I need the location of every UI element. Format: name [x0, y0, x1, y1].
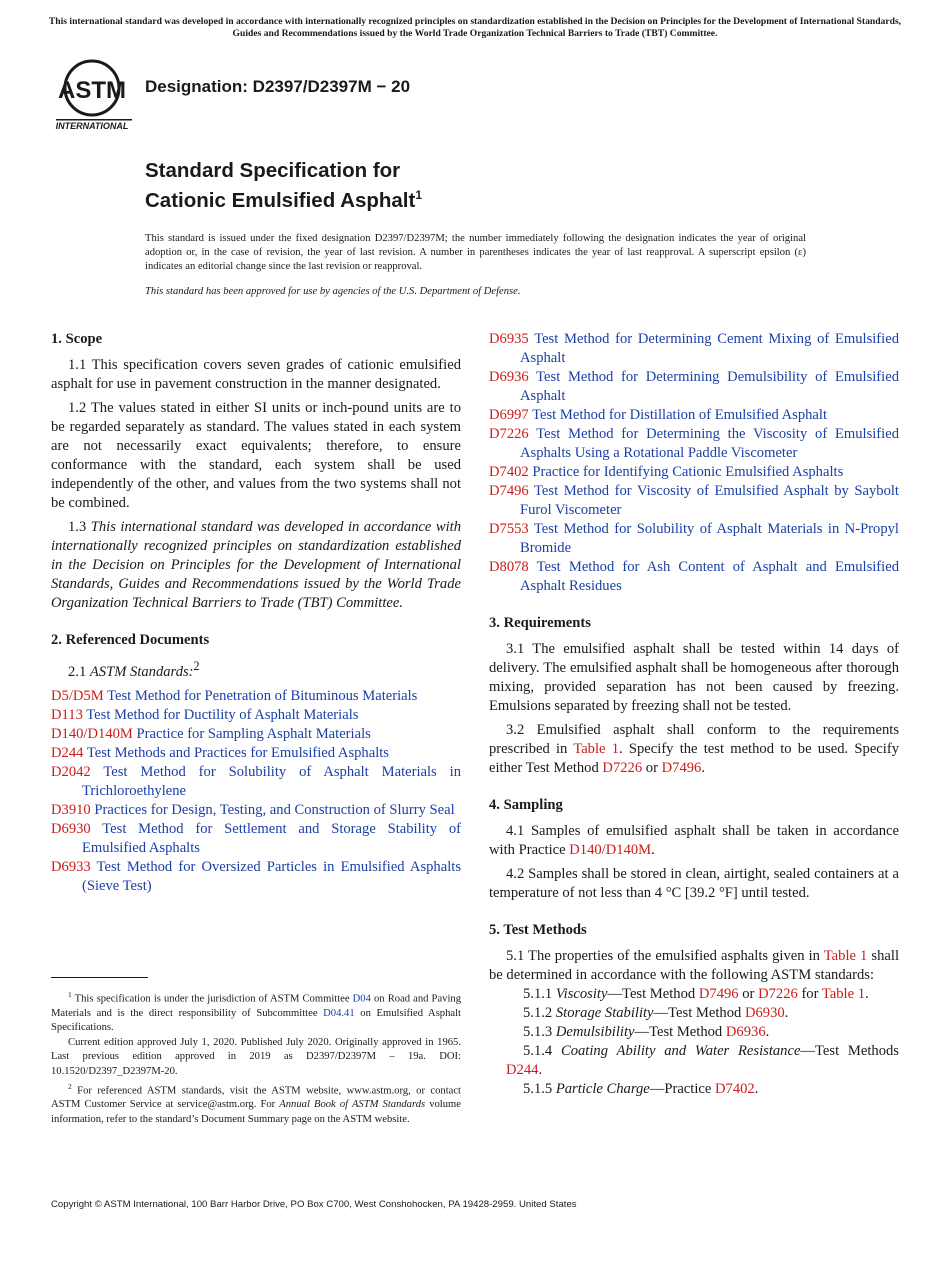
paragraph-2-1: 2.1 ASTM Standards:$^2$ [68, 659, 200, 680]
top-note: This international standard was developed in accordance with internationally recognized principles on standardization established in the Decision on Principles for the Development of International Standards, Guides and Recommendations issued by the World Trade Organization Technical Barriers to Trade (TBT) Committee. [48, 16, 902, 39]
reference-item [489, 406, 899, 425]
title-line-2: Cationic Emulsified Asphalt$^1$ [145, 188, 423, 212]
d7226-link[interactable]: D7226 [602, 760, 643, 776]
reference-code-link[interactable]: D6933 [51, 858, 91, 875]
reference-title-link[interactable]: Practices for Design, Testing, and Construction of Slurry Seal [94, 801, 455, 818]
standard-link[interactable]: D7496 [698, 986, 739, 1002]
reference-list-left [51, 687, 461, 896]
reference-item [51, 744, 461, 763]
reference-code-link[interactable]: D7553 [489, 521, 529, 537]
reference-code-link[interactable]: D3910 [51, 801, 91, 818]
reference-code-link[interactable]: D7402 [489, 464, 529, 480]
reference-title-link[interactable]: Test Method for Settlement and Storage Stability of Emulsified Asphalts [82, 820, 461, 856]
standard-link[interactable]: D7402 [715, 1081, 755, 1097]
footnote-ref-2[interactable]: 2 [193, 659, 200, 673]
subcommittee-d04-41-link[interactable]: D04.41 [323, 1007, 355, 1019]
astm-logo [52, 58, 136, 132]
reference-title-link[interactable]: Practice for Identifying Cationic Emulsified Asphalts [532, 464, 844, 480]
reference-title-link[interactable]: Test Method for Ductility of Asphalt Materials [86, 706, 359, 723]
svg-text:ASTM: ASTM [58, 77, 126, 104]
reference-code-link[interactable]: D6997 [489, 407, 529, 423]
standard-link[interactable]: D6936 [725, 1024, 766, 1040]
document-title [145, 158, 422, 213]
reference-title-link[interactable]: Test Method for Solubility of Asphalt Materials in Trichloroethylene [82, 763, 461, 799]
right-column [489, 330, 899, 1099]
reference-title-link[interactable]: Test Method for Viscosity of Emulsified Asphalt by Saybolt Furol Viscometer [520, 483, 899, 518]
test-method-item: 5.1.4 Coating Ability and Water Resistance—Test Methods D244. [506, 1043, 899, 1078]
reference-item [51, 763, 461, 801]
test-method-list [489, 985, 899, 1099]
reference-code-link[interactable]: D6936 [489, 369, 529, 385]
section-heading-test-methods: 5. Test Methods [489, 922, 587, 938]
test-method-item: 5.1.5 Particle Charge—Practice D7402. [523, 1081, 759, 1097]
reference-code-link[interactable]: D7496 [489, 483, 529, 499]
reference-item [51, 820, 461, 858]
section-heading-scope: 1. Scope [51, 331, 103, 347]
paragraph-3-2: 3.2 Emulsified asphalt shall conform to the requirements prescribed in Table 1. Specify the test method to be used. Specify either Test Method D7226 or D7496. [489, 722, 899, 776]
reference-item [489, 558, 899, 596]
reference-title-link[interactable]: Test Method for Penetration of Bituminous Materials [107, 687, 418, 704]
paragraph-4-2: 4.2 Samples shall be stored in clean, airtight, sealed containers at a temperature of not less than 4 °C [39.2 °F] until tested. [489, 866, 899, 901]
paragraph-1-1: 1.1 This specification covers seven grades of cationic emulsified asphalt for use in pavement construction in the manner designated. [51, 357, 461, 392]
standard-link[interactable]: D6930 [744, 1005, 785, 1021]
reference-list-right [489, 330, 899, 596]
reference-code-link[interactable]: D2042 [51, 763, 91, 780]
reference-item [489, 463, 899, 482]
reference-item [51, 687, 461, 706]
section-heading-requirements: 3. Requirements [489, 615, 591, 631]
reference-code-link[interactable]: D244 [51, 744, 84, 761]
test-method-item: 5.1.2 Storage Stability—Test Method D6930. [523, 1005, 789, 1021]
reference-code-link[interactable]: D8078 [489, 559, 529, 575]
reference-title-link[interactable]: Test Method for Oversized Particles in Emulsified Asphalts (Sieve Test) [82, 858, 461, 894]
paragraph-4-1: 4.1 Samples of emulsified asphalt shall be taken in accordance with Practice D140/D140M. [489, 823, 899, 858]
left-column [51, 330, 461, 896]
test-method-item: 5.1.1 Viscosity—Test Method D7496 or D7226 for Table 1. [523, 986, 869, 1002]
section-heading-sampling: 4. Sampling [489, 797, 563, 813]
reference-item [51, 706, 461, 725]
standard-link[interactable]: Table 1 [821, 986, 866, 1002]
footnote-ref-1[interactable]: 1 [415, 188, 423, 202]
reference-item [489, 425, 899, 463]
reference-title-link[interactable]: Test Method for Determining the Viscosity of Emulsified Asphalts Using a Rotational Paddle Viscometer [520, 426, 899, 461]
footnote-divider [51, 977, 148, 978]
reference-title-link[interactable]: Test Method for Ash Content of Asphalt and Emulsified Asphalt Residues [520, 559, 899, 594]
table-1-link[interactable]: Table 1 [823, 948, 868, 964]
copyright-line: Copyright © ASTM International, 100 Barr Harbor Drive, PO Box C700, West Conshohocken, PA 19428-2959. United States [51, 1199, 577, 1210]
paragraph-1-2: 1.2 The values stated in either SI units or inch-pound units are to be regarded separately as standard. The values stated in each system are not necessarily exact equivalents; therefore, to ensure conformance with the standard, each system shall be used independently of the other, and values from the two systems shall not be combined. [51, 400, 461, 511]
reference-item [489, 368, 899, 406]
reference-title-link[interactable]: Test Method for Solubility of Asphalt Materials in N-Propyl Bromide [520, 521, 899, 556]
footnote-1: $^1$ This specification is under the jurisdiction of ASTM Committee D04 on Road and Paving Materials and is the direct responsibility of Subcommittee D04.41 on Emulsified Asphalt Specifications. [51, 990, 461, 1033]
reference-item [489, 330, 899, 368]
reference-title-link[interactable]: Test Method for Determining Demulsibility of Emulsified Asphalt [520, 369, 899, 404]
paragraph-1-3: 1.3 This international standard was developed in accordance with internationally recognized principles on standardization established in the Decision on Principles for the Development of International Standards, Guides and Recommendations issued by the World Trade Organization Technical Barriers to Trade (TBT) Committee. [51, 519, 462, 611]
standard-link[interactable]: D7226 [758, 986, 798, 1002]
reference-title-link[interactable]: Practice for Sampling Asphalt Materials [136, 725, 371, 742]
reference-code-link[interactable]: D7226 [489, 426, 529, 442]
reference-code-link[interactable]: D113 [51, 706, 83, 723]
reference-code-link[interactable]: D6935 [489, 331, 529, 347]
reference-code-link[interactable]: D6930 [51, 820, 91, 837]
designation: Designation: D2397/D2397M − 20 [145, 77, 411, 96]
dod-approval-note: This standard has been approved for use by agencies of the U.S. Department of Defense. [145, 286, 521, 297]
d140-link[interactable]: D140/D140M [569, 842, 652, 858]
svg-text:INTERNATIONAL: INTERNATIONAL [55, 121, 129, 131]
reference-title-link[interactable]: Test Method for Distillation of Emulsified Asphalt [532, 407, 827, 423]
footnote-1-edition: Current edition approved July 1, 2020. Published July 2020. Originally approved in 1965. Last previous edition approved in 2019 as D2397/D2397M – 19a. DOI: 10.1520/D2397_D2397M-20. [51, 1037, 461, 1077]
reference-item [51, 725, 461, 744]
test-method-item: 5.1.3 Demulsibility—Test Method D6936. [523, 1024, 770, 1040]
issuance-notice: This standard is issued under the fixed designation D2397/D2397M; the number immediately following the designation indicates the year of original adoption or, in the case of revision, the year of last revision. A number in parentheses indicates the year of last reapproval. A superscript epsilon (ε) indicates an editorial change since the last revision or reapproval. [145, 233, 806, 273]
reference-item [489, 482, 899, 520]
reference-code-link[interactable]: D5/D5M [51, 687, 104, 704]
reference-title-link[interactable]: Test Method for Determining Cement Mixing of Emulsified Asphalt [520, 331, 899, 366]
reference-title-link[interactable]: Test Methods and Practices for Emulsified Asphalts [86, 744, 389, 761]
table-1-link[interactable]: Table 1 [573, 741, 620, 757]
paragraph-3-1: 3.1 The emulsified asphalt shall be tested within 14 days of delivery. The emulsified asphalt shall be homogeneous after thorough mixing, provided separation has not been caused by freezing. Emulsions separated by freezing shall not be tested. [489, 641, 899, 714]
reference-item [489, 520, 899, 558]
footnote-2: $^2$ For referenced ASTM standards, visit the ASTM website, www.astm.org, or contact ASTM Customer Service at service@astm.org. For Annual Book of ASTM Standards volume information, refer to the standard’s Document Summary page on the ASTM website. [51, 1081, 461, 1125]
reference-code-link[interactable]: D140/D140M [51, 725, 133, 742]
paragraph-5-1: 5.1 The properties of the emulsified asphalts given in Table 1 shall be determined in accordance with the following ASTM standards: [489, 948, 899, 983]
committee-d04-link[interactable]: D04 [352, 993, 371, 1005]
title-line-1: Standard Specification for [145, 159, 401, 182]
footnotes [51, 988, 461, 1128]
reference-item [51, 858, 461, 896]
standard-link[interactable]: D244 [506, 1062, 539, 1078]
d7496-link[interactable]: D7496 [661, 760, 702, 776]
reference-item [51, 801, 461, 820]
section-heading-referenced-documents: 2. Referenced Documents [51, 632, 210, 648]
